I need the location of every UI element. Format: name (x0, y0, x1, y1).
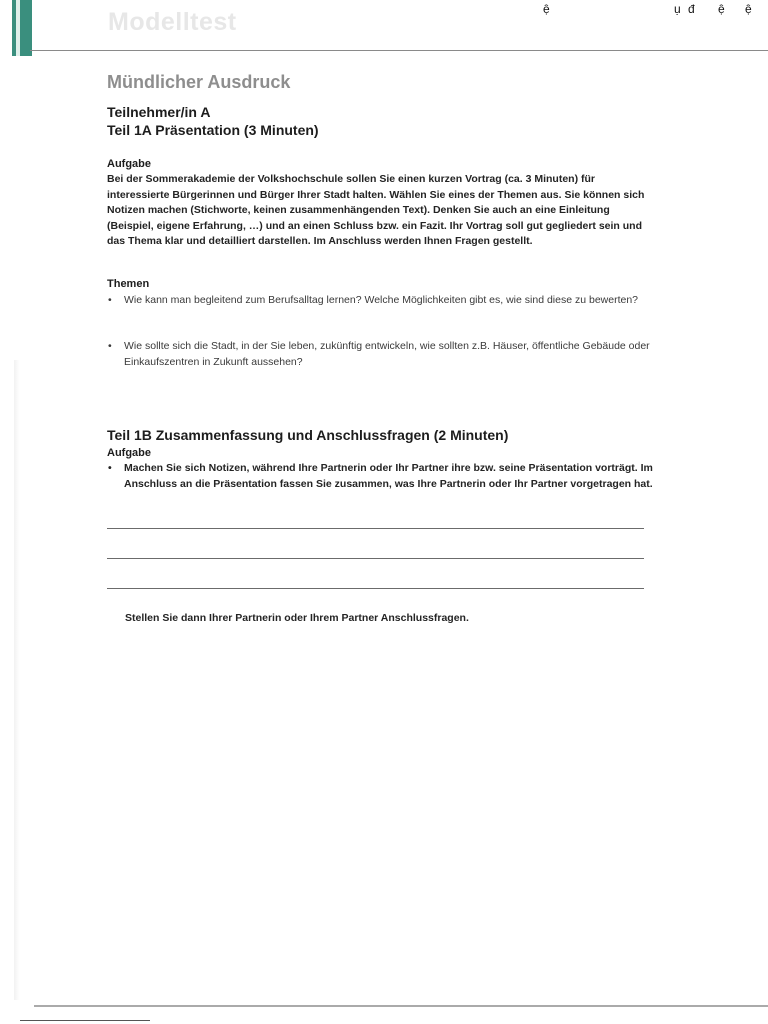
header-glyph: ệ (543, 2, 550, 16)
section-title: Mündlicher Ausdruck (107, 72, 291, 92)
part-1a-heading: Teil 1A Präsentation (3 Minuten) (107, 122, 319, 138)
header-accent-bar (12, 0, 32, 56)
part-1a-task-text: Bei der Sommerakademie der Volkshochschule sollen Sie einen kurzen Vortrag (ca. 3 Minuten) für interessierte Bürgerinnen und Bürger Ihrer Stadt halten. Wählen Sie eines der Themen aus. Sie können sich Notizen machen (Stichworte, keinen zusammenhängenden Text). Denken Sie auch an eine Einleitung (Beispiel, eigene Erfahrung, …) und an einen Schluss bzw. ein Fazit. Ihr Vortrag soll gut gegliedert sein und das Thema klar und detailliert darstellen. Im Anschluss werden Ihnen Fragen gestellt. (107, 173, 645, 247)
part-1b-task-bullet: • Machen Sie sich Notizen, während Ihre Partnerin oder Ihr Partner ihre bzw. seine Präsentation vorträgt. Im Anschluss an die Präsentation fassen Sie zusammen, was Ihre Partnerin oder Ihr Partner vorgetragen hat. (107, 461, 654, 492)
topic-item: • Wie kann man begleitend zum Berufsalltag lernen? Welche Möglichkeiten gibt es, wie sind diese zu bewerten? (107, 292, 654, 308)
topic-item: • Wie sollte sich die Stadt, in der Sie leben, zukünftig entwickeln, wie sollten z.B. Häuser, öffentliche Gebäude oder Einkaufszentren in Zukunft aussehen? (107, 338, 654, 370)
closing-instruction: Stellen Sie dann Ihrer Partnerin oder Ihrem Partner Anschlussfragen. (125, 612, 469, 624)
footer-rule (34, 1005, 768, 1007)
notes-writing-line (107, 558, 644, 559)
header-title: Modelltest (108, 8, 237, 36)
header-accent-stripe (16, 0, 20, 56)
header-glyph: ệ (745, 2, 752, 16)
header-glyph: đ (688, 2, 695, 16)
part-1a-task-label: Aufgabe (107, 158, 151, 170)
header-glyph: ệ (718, 2, 725, 16)
header-rule (30, 50, 768, 51)
footer-rule-short (20, 1020, 150, 1021)
topics-label: Themen (107, 278, 150, 290)
notes-writing-line (107, 528, 644, 529)
part-1b-task-label: Aufgabe (107, 447, 151, 459)
scan-edge-shade (14, 360, 20, 1000)
header-glyph: ụ (674, 2, 681, 16)
notes-writing-line (107, 588, 644, 589)
participant-heading: Teilnehmer/in A (107, 104, 211, 120)
part-1b-heading: Teil 1B Zusammenfassung und Anschlussfragen (2 Minuten) (107, 427, 509, 443)
